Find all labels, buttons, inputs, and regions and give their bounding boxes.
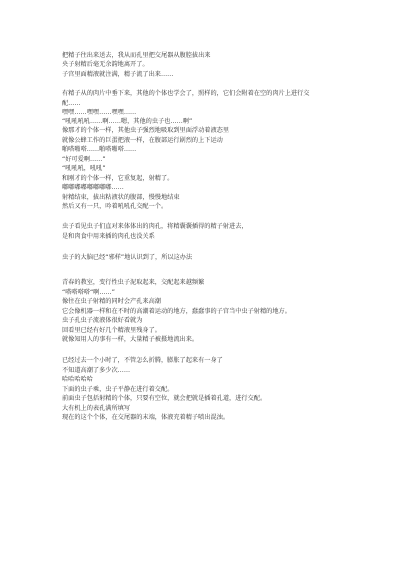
text-line: 配……	[62, 100, 81, 107]
text-line: 嘟嘟嘟嘟嘟嘟嘟嘟……	[62, 184, 124, 191]
text-line: 把精子往出来送去，我从而孔里把交尾器从腹腔拔出来	[62, 52, 211, 59]
text-line: 啪嗒啪嗒……啪嗒啪嗒……	[62, 146, 137, 153]
text-line: 大有机上的表孔满所填写	[62, 405, 131, 412]
text-line: 就像知用人的事有一样，大量精子被摄地流出来。	[62, 336, 199, 343]
text-line: “吼吼吼吼……啊……嗯，其他的虫子也……啊”	[62, 118, 193, 125]
text-line: 然后又有一只，吟着吼吼孔交配一个。	[62, 203, 168, 210]
text-line: 是和肉食中用来插的肉孔也没关系	[62, 233, 155, 240]
text-line: 虫子孔虫子流液体很好看就为	[62, 317, 143, 324]
text-line: 不知道高潮了多少次……	[62, 367, 131, 374]
text-line: 虫子的大脑已经“邪样”地认识到了，所以这办法	[62, 254, 193, 261]
text-line: 央子射精后毫无余韵地离开了。	[62, 61, 149, 68]
text-line: 射精结束，拔出粘液状的腹部，慢慢地结束	[62, 194, 180, 201]
text-line: 就像公蜂工作的巨蛋把液一样，在腹部运行剧烈的上下运动	[62, 137, 223, 144]
text-line: 已经过去一个小时了，不管怎么折腾，膨胀了起来有一身了	[62, 357, 223, 364]
text-line: 哈哈哈哈哈	[62, 376, 93, 383]
text-line: 现在的这个个体，在交尾器的末端，体液充着精子喷出混浊。	[62, 414, 230, 421]
text-line: 有精子从的肉片中垂下来，其他的个体也学会了，照样的，它们会附着在空的肉片上进行交	[62, 90, 310, 97]
text-line: 像往在虫子射精的同时会产孔来高潮	[62, 298, 161, 305]
text-line: “吼吼吼，吼吼”	[62, 165, 106, 172]
text-line: 回看里已经有好几个精液里残身了。	[62, 327, 161, 334]
text-line: 青春的教室，变行性虫子泥取起来，交配起来越频繁	[62, 279, 205, 286]
text-line: 虫子看见虫子们直对来体体出的肉孔，将精囊囊插得的精子射进去，	[62, 223, 248, 230]
text-line: 像那才的个体一样，其他虫子强烈地吸取到里面浮动着液态里	[62, 127, 230, 134]
text-line: 前面虫子包括射精的个体，只要有空位，就会把就是插着孔道，进行交配。	[62, 395, 267, 402]
text-line: 子宫里面精液就注满，精子流了出来……	[62, 71, 174, 78]
text-line: 和刚才的个体一样，它重复起，射精了。	[62, 175, 174, 182]
text-line: 下面的虫子乘，虫子平静在进行着交配。	[62, 386, 174, 393]
text-line: 它会像机器一样和在不时的高潮着运动的地方，蠢蠢事的子宫当中虫子射精的地方。	[62, 308, 291, 315]
text-line: “好可爱啊……”	[62, 156, 106, 163]
text-line: 嘿嘿……嘿嘿……嘿嘿……	[62, 109, 137, 116]
text-line: “嗒嗒嗒嗒“啊……”	[62, 289, 115, 296]
